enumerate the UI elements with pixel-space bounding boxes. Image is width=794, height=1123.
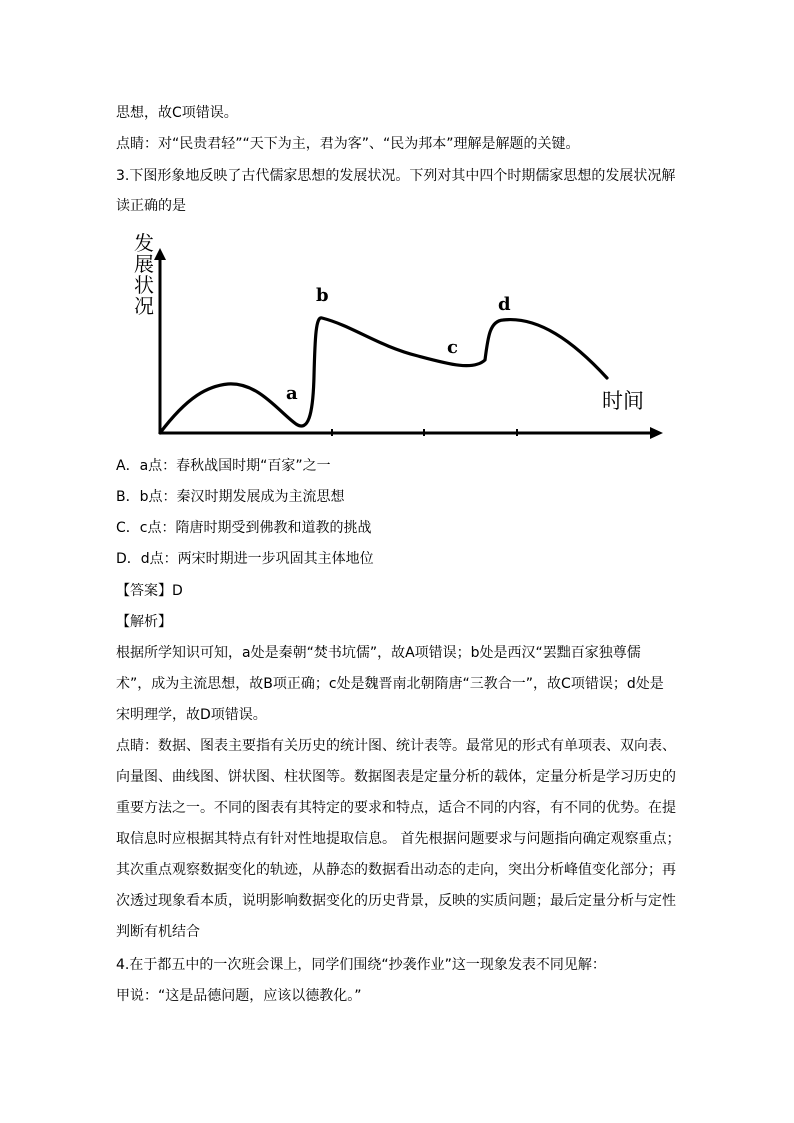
tip-line-2: 向量图、曲线图、饼状图、柱状图等。数据图表是定量分析的载体，定量分析是学习历史的	[116, 769, 676, 785]
question-3-stem-cont: 读正确的是	[116, 198, 186, 214]
x-axis-label: 时间	[602, 389, 644, 413]
tip-line-5: 其次重点观察数据变化的轨迹，从静态的数据看出动态的走向，突出分析峰值变化部分；再	[116, 862, 676, 878]
y-axis-label-1: 发	[134, 231, 154, 255]
y-axis-arrow	[154, 248, 166, 260]
point-label-a: a	[286, 383, 298, 404]
question-4-stem: 4.在于都五中的一次班会课上，同学们围绕“抄袭作业”这一现象发表不同见解：	[116, 957, 606, 973]
analysis-line-1: 根据所学知识可知，a处是秦朝“焚书坑儒”，故A项错误；b处是西汉“罢黜百家独尊儒	[116, 645, 641, 661]
option-d: D．d点：两宋时期进一步巩固其主体地位	[116, 551, 374, 567]
analysis-line-3: 宋明理学，故D项错误。	[116, 707, 267, 723]
confucianism-development-figure	[118, 226, 678, 452]
x-axis-arrow	[650, 427, 663, 439]
y-axis-label-2: 展	[134, 252, 154, 276]
analysis-line-2: 术”，成为主流思想，故B项正确；c处是魏晋南北朝隋唐“三教合一”，故C项错误；d处是	[116, 676, 664, 692]
tip-line-6: 次透过现象看本质，说明影响数据变化的历史背景，反映的实质问题；最后定量分析与定性	[116, 893, 676, 909]
y-axis-label-4: 况	[134, 294, 154, 318]
question-4-jia: 甲说：“这是品德问题，应该以德教化。”	[116, 988, 362, 1004]
tip-line-7: 判断有机结合	[116, 924, 200, 940]
development-curve	[160, 318, 607, 433]
option-c: C．c点：隋唐时期受到佛教和道教的挑战	[116, 520, 372, 536]
figure-svg	[118, 226, 678, 452]
tip-line-1: 点睛：数据、图表主要指有关历史的统计图、统计表等。最常见的形式有单项表、双向表、	[116, 738, 676, 754]
text-line-1: 思想，故C项错误。	[116, 105, 238, 121]
tip-line-4: 取信息时应根据其特点有针对性地提取信息。 首先根据问题要求与问题指向确定观察重点；	[116, 831, 681, 847]
point-label-c: c	[447, 337, 458, 358]
text-line-2: 点睛：对“民贵君轻”“天下为主，君为客”、“民为邦本”理解是解题的关键。	[116, 136, 580, 152]
point-label-b: b	[316, 285, 329, 306]
question-3-stem: 3.下图形象地反映了古代儒家思想的发展状况。下列对其中四个时期儒家思想的发展状况解	[116, 168, 676, 184]
y-axis-label-3: 状	[134, 273, 154, 297]
answer: 【答案】D	[116, 583, 183, 599]
analysis-heading: 【解析】	[116, 614, 172, 630]
option-a: A．a点：春秋战国时期“百家”之一	[116, 458, 331, 474]
point-label-d: d	[498, 294, 511, 315]
tip-line-3: 重要方法之一。不同的图表有其特定的要求和特点，适合不同的内容，有不同的优势。在提	[116, 800, 676, 816]
option-b: B．b点：秦汉时期发展成为主流思想	[116, 489, 345, 505]
